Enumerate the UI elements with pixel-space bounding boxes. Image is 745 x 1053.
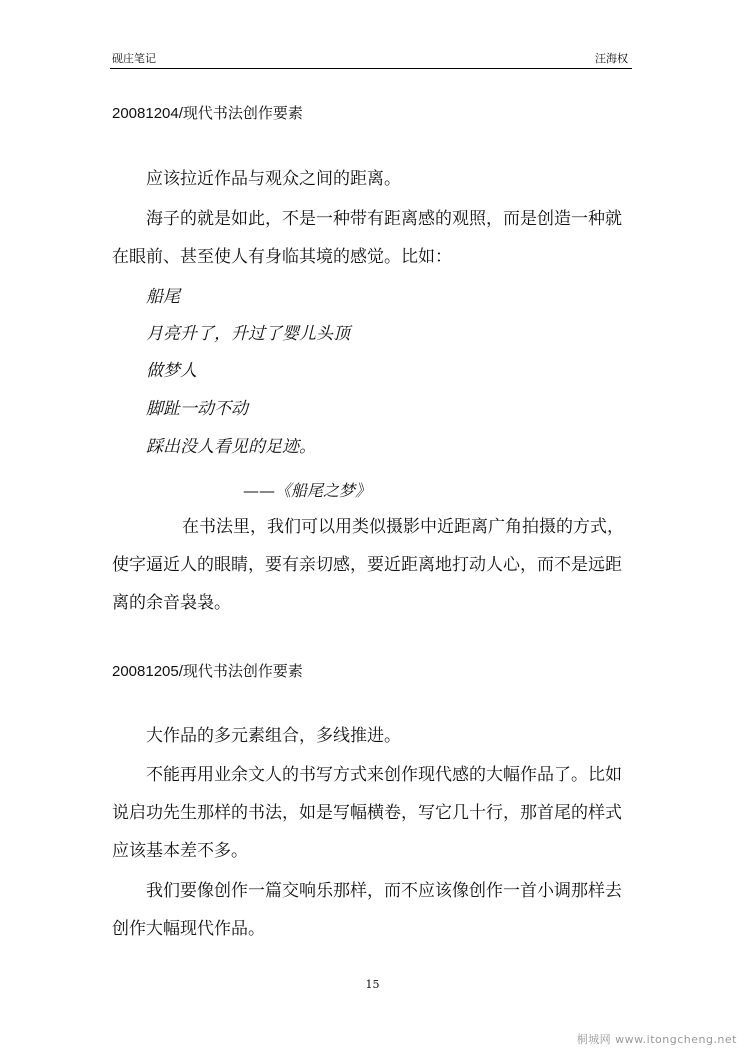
paragraph: 应该拉近作品与观众之间的距离。 xyxy=(146,169,401,189)
watermark: 桐城网 www.itongcheng.net xyxy=(576,1033,737,1046)
poem-line: 做梦人 xyxy=(146,361,197,381)
poem-line: 船尾 xyxy=(146,287,180,307)
paragraph: 我们要像创作一篇交响乐那样，而不应该像创作一首小调那样去创作大幅现代作品。 xyxy=(112,881,622,939)
page-number: 15 xyxy=(365,978,380,991)
poem-source: ——《船尾之梦》 xyxy=(243,481,372,500)
paragraph: 海子的就是如此，不是一种带有距离感的观照，而是创造一种就在眼前、甚至使人有身临其境的感觉。比如： xyxy=(112,209,622,267)
section-title: 20081204/现代书法创作要素 xyxy=(112,105,303,122)
paragraph: 在书法里，我们可以用类似摄影中近距离广角拍摄的方式，使字逼近人的眼睛，要有亲切感，要近距离地打动人心，而不是远距离的余音袅袅。 xyxy=(112,517,624,613)
page-header xyxy=(110,50,632,69)
header-book-title: 砚庄笔记 xyxy=(112,52,156,65)
poem-line: 踩出没人看见的足迹。 xyxy=(146,437,316,457)
header-author: 汪海权 xyxy=(595,52,628,65)
poem-line: 脚趾一动不动 xyxy=(146,399,248,419)
section-title: 20081205/现代书法创作要素 xyxy=(112,663,303,680)
paragraph: 大作品的多元素组合，多线推进。 xyxy=(146,726,401,746)
paragraph: 不能再用业余文人的书写方式来创作现代感的大幅作品了。比如说启功先生那样的书法，如是写幅横卷，写它几十行，那首尾的样式应该基本差不多。 xyxy=(112,765,622,861)
poem-line: 月亮升了，升过了婴儿头顶 xyxy=(146,324,350,344)
